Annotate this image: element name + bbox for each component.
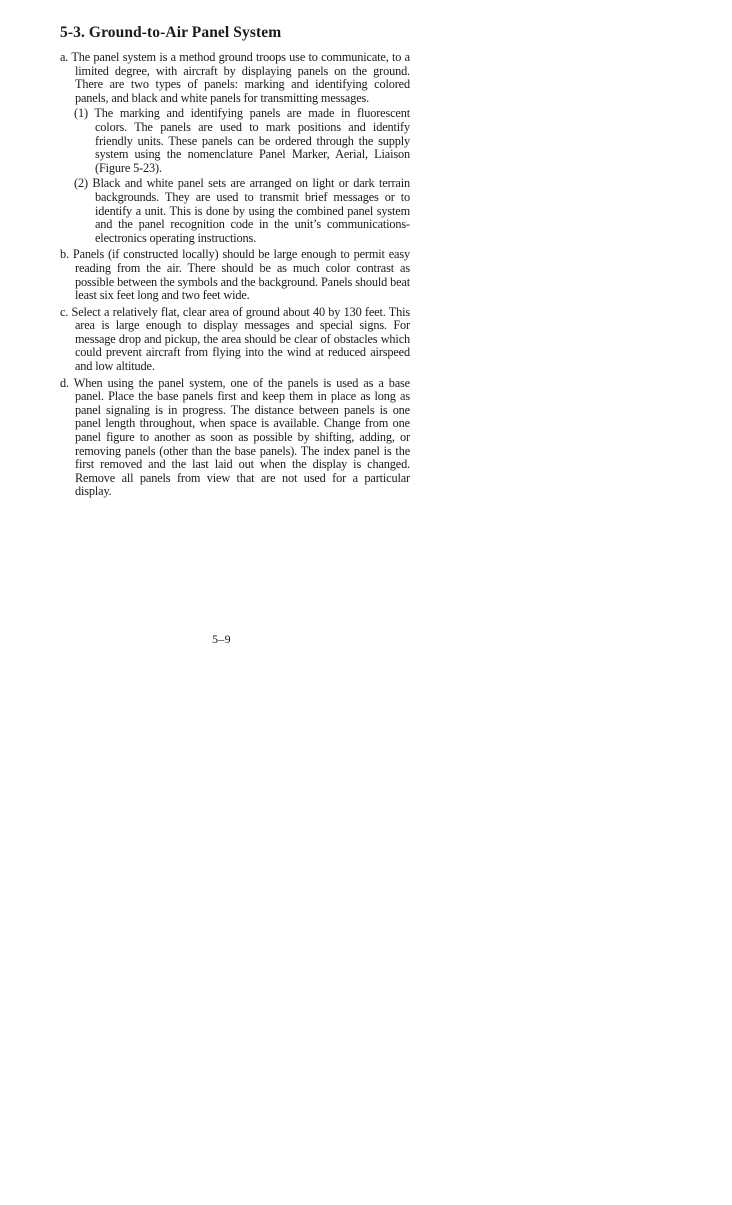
section-heading: 5-3. Ground-to-Air Panel System <box>60 24 282 41</box>
paragraph-d: d. When using the panel system, one of the panels is used as a base panel. Place the base panels first and keep them in place as long as panel signaling is in progress. The distance between panels is one panel length throughout, when space is available. Change from one panel figure to another as soon as possible by shifting, adding, or removing panels (other than the base panels). The index panel is the first removed and the last laid out when the display is changed. Remove all panels from view that are not used for a particular display. <box>60 375 410 499</box>
paragraph-c: c. Select a relatively flat, clear area of ground about 40 by 130 feet. This area is large enough to display messages and special signs. For message drop and pickup, the area should be clear of obstacles which could prevent aircraft from flying into the wind at reduced airspeed and low altitude. <box>60 304 410 374</box>
paragraph-a-1: (1) The marking and identifying panels are made in fluorescent colors. The panels are used to mark positions and identify friendly units. These panels can be ordered through the supply system using the nomenclature Panel Marker, Aerial, Liaison (Figure 5-23). <box>74 106 410 175</box>
paragraph-b: b. Panels (if constructed locally) should be large enough to permit easy reading from the air. There should be as much color contrast as possible between the symbols and the background. Panels should beat least six feet long and two feet wide. <box>60 247 410 303</box>
page-number: 5–9 <box>212 632 231 646</box>
paragraph-a: a. The panel system is a method ground troops use to communicate, to a limited degree, with aircraft by displaying panels on the ground. There are two types of panels: marking and identifying colored panels, and black and white panels for transmitting messages. <box>60 50 410 105</box>
page-content <box>60 24 410 501</box>
paragraph-a-2: (2) Black and white panel sets are arranged on light or dark terrain backgrounds. They are used to transmit brief messages or to identify a unit. This is done by using the combined panel system and the panel recognition code in the unit’s communications-electronics operating instructions. <box>74 176 410 245</box>
